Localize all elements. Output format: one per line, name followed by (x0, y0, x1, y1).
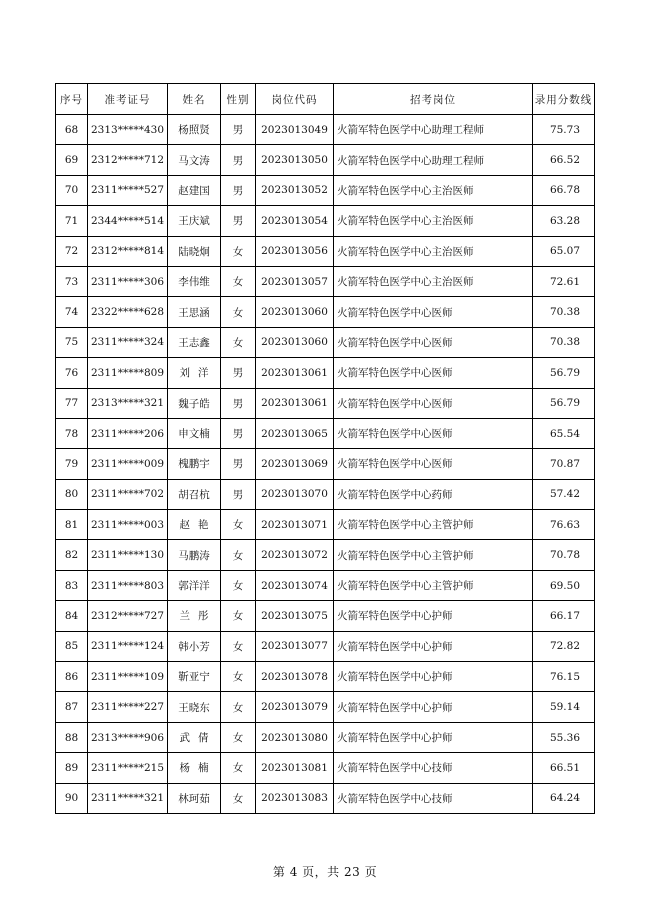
results-table-container (55, 83, 594, 814)
results-table (55, 83, 595, 814)
cell-post-code: 2023013056 (256, 236, 334, 266)
table-row (56, 783, 595, 813)
cell-exam-no: 2311*****809 (88, 358, 168, 388)
header-post: 招考岗位 (334, 84, 533, 115)
cell-exam-no: 2312*****727 (88, 601, 168, 631)
cell-post: 火箭军特色医学中心医师 (334, 327, 533, 357)
cell-seq: 84 (56, 601, 88, 631)
cell-post-code: 2023013050 (256, 145, 334, 175)
cell-name: 槐鹏宇 (168, 449, 221, 479)
cell-name: 王晓东 (168, 692, 221, 722)
cell-gender: 男 (221, 358, 256, 388)
cell-name: 马鹏涛 (168, 540, 221, 570)
cell-exam-no: 2311*****009 (88, 449, 168, 479)
cell-post-code: 2023013083 (256, 783, 334, 813)
cell-score: 69.50 (533, 570, 595, 600)
cell-post: 火箭军特色医学中心技师 (334, 783, 533, 813)
cell-score: 75.73 (533, 115, 595, 145)
cell-post-code: 2023013061 (256, 358, 334, 388)
cell-post: 火箭军特色医学中心护师 (334, 692, 533, 722)
table-row (56, 510, 595, 540)
cell-post: 火箭军特色医学中心主管护师 (334, 540, 533, 570)
table-row (56, 266, 595, 296)
cell-post: 火箭军特色医学中心护师 (334, 601, 533, 631)
cell-gender: 女 (221, 510, 256, 540)
header-name: 姓名 (168, 84, 221, 115)
cell-exam-no: 2311*****702 (88, 479, 168, 509)
cell-score: 56.79 (533, 388, 595, 418)
cell-gender: 女 (221, 631, 256, 661)
cell-score: 66.78 (533, 175, 595, 205)
cell-name: 杨楠 (168, 753, 221, 783)
cell-post: 火箭军特色医学中心医师 (334, 297, 533, 327)
cell-seq: 88 (56, 722, 88, 752)
cell-seq: 81 (56, 510, 88, 540)
cell-post: 火箭军特色医学中心主管护师 (334, 510, 533, 540)
cell-name: 武倩 (168, 722, 221, 752)
cell-name: 赵艳 (168, 510, 221, 540)
cell-score: 65.54 (533, 418, 595, 448)
cell-post-code: 2023013079 (256, 692, 334, 722)
cell-post-code: 2023013080 (256, 722, 334, 752)
cell-post: 火箭军特色医学中心药师 (334, 479, 533, 509)
cell-post-code: 2023013070 (256, 479, 334, 509)
cell-post-code: 2023013052 (256, 175, 334, 205)
cell-score: 66.52 (533, 145, 595, 175)
cell-post: 火箭军特色医学中心主治医师 (334, 236, 533, 266)
cell-score: 70.78 (533, 540, 595, 570)
cell-gender: 男 (221, 418, 256, 448)
cell-score: 70.87 (533, 449, 595, 479)
cell-gender: 男 (221, 145, 256, 175)
cell-seq: 68 (56, 115, 88, 145)
cell-post-code: 2023013077 (256, 631, 334, 661)
cell-exam-no: 2311*****227 (88, 692, 168, 722)
table-row (56, 601, 595, 631)
cell-post: 火箭军特色医学中心助理工程师 (334, 115, 533, 145)
cell-post-code: 2023013057 (256, 266, 334, 296)
cell-score: 56.79 (533, 358, 595, 388)
cell-seq: 86 (56, 662, 88, 692)
table-row (56, 297, 595, 327)
header-seq: 序号 (56, 84, 88, 115)
cell-exam-no: 2311*****109 (88, 662, 168, 692)
table-row (56, 753, 595, 783)
cell-post-code: 2023013072 (256, 540, 334, 570)
cell-score: 72.61 (533, 266, 595, 296)
cell-post: 火箭军特色医学中心主治医师 (334, 175, 533, 205)
table-row (56, 236, 595, 266)
cell-exam-no: 2311*****003 (88, 510, 168, 540)
cell-seq: 83 (56, 570, 88, 600)
cell-post-code: 2023013065 (256, 418, 334, 448)
cell-gender: 女 (221, 540, 256, 570)
cell-name: 陆晓炯 (168, 236, 221, 266)
cell-seq: 80 (56, 479, 88, 509)
table-row (56, 206, 595, 236)
cell-seq: 75 (56, 327, 88, 357)
cell-exam-no: 2311*****321 (88, 783, 168, 813)
cell-seq: 77 (56, 388, 88, 418)
cell-seq: 69 (56, 145, 88, 175)
table-row (56, 418, 595, 448)
cell-seq: 78 (56, 418, 88, 448)
cell-score: 63.28 (533, 206, 595, 236)
cell-seq: 90 (56, 783, 88, 813)
cell-post-code: 2023013074 (256, 570, 334, 600)
cell-gender: 女 (221, 327, 256, 357)
cell-score: 70.38 (533, 327, 595, 357)
cell-post: 火箭军特色医学中心护师 (334, 662, 533, 692)
table-row (56, 449, 595, 479)
cell-name: 魏子皓 (168, 388, 221, 418)
cell-name: 王庆斌 (168, 206, 221, 236)
cell-post: 火箭军特色医学中心主管护师 (334, 570, 533, 600)
cell-score: 70.38 (533, 297, 595, 327)
cell-name: 赵建国 (168, 175, 221, 205)
cell-exam-no: 2344*****514 (88, 206, 168, 236)
table-row (56, 692, 595, 722)
table-row (56, 662, 595, 692)
cell-post-code: 2023013049 (256, 115, 334, 145)
table-row (56, 145, 595, 175)
cell-gender: 女 (221, 662, 256, 692)
cell-exam-no: 2313*****430 (88, 115, 168, 145)
cell-name: 马文涛 (168, 145, 221, 175)
cell-score: 76.63 (533, 510, 595, 540)
cell-exam-no: 2312*****814 (88, 236, 168, 266)
cell-name: 刘洋 (168, 358, 221, 388)
cell-name: 杨照贤 (168, 115, 221, 145)
cell-seq: 85 (56, 631, 88, 661)
cell-score: 55.36 (533, 722, 595, 752)
cell-score: 66.17 (533, 601, 595, 631)
cell-exam-no: 2312*****712 (88, 145, 168, 175)
cell-name: 林珂茹 (168, 783, 221, 813)
cell-seq: 87 (56, 692, 88, 722)
cell-exam-no: 2311*****215 (88, 753, 168, 783)
cell-post-code: 2023013069 (256, 449, 334, 479)
cell-post: 火箭军特色医学中心医师 (334, 388, 533, 418)
cell-exam-no: 2311*****527 (88, 175, 168, 205)
cell-name: 王思涵 (168, 297, 221, 327)
cell-name: 胡召杭 (168, 479, 221, 509)
cell-exam-no: 2313*****906 (88, 722, 168, 752)
cell-exam-no: 2311*****306 (88, 266, 168, 296)
cell-exam-no: 2311*****124 (88, 631, 168, 661)
cell-exam-no: 2311*****803 (88, 570, 168, 600)
cell-score: 57.42 (533, 479, 595, 509)
cell-score: 64.24 (533, 783, 595, 813)
cell-post: 火箭军特色医学中心主治医师 (334, 266, 533, 296)
cell-gender: 女 (221, 297, 256, 327)
cell-gender: 女 (221, 236, 256, 266)
table-header (56, 84, 595, 115)
cell-name: 王志鑫 (168, 327, 221, 357)
cell-post: 火箭军特色医学中心技师 (334, 753, 533, 783)
cell-score: 59.14 (533, 692, 595, 722)
table-row (56, 358, 595, 388)
cell-gender: 男 (221, 206, 256, 236)
cell-seq: 82 (56, 540, 88, 570)
cell-seq: 79 (56, 449, 88, 479)
cell-post: 火箭军特色医学中心护师 (334, 631, 533, 661)
cell-post-code: 2023013075 (256, 601, 334, 631)
cell-post-code: 2023013061 (256, 388, 334, 418)
cell-gender: 男 (221, 115, 256, 145)
cell-score: 65.07 (533, 236, 595, 266)
table-row (56, 722, 595, 752)
cell-gender: 女 (221, 692, 256, 722)
table-row (56, 631, 595, 661)
cell-seq: 73 (56, 266, 88, 296)
cell-score: 76.15 (533, 662, 595, 692)
cell-post-code: 2023013060 (256, 327, 334, 357)
cell-gender: 女 (221, 570, 256, 600)
cell-gender: 男 (221, 175, 256, 205)
cell-post-code: 2023013078 (256, 662, 334, 692)
cell-gender: 女 (221, 753, 256, 783)
cell-name: 兰彤 (168, 601, 221, 631)
cell-gender: 女 (221, 601, 256, 631)
cell-seq: 72 (56, 236, 88, 266)
cell-gender: 男 (221, 479, 256, 509)
cell-seq: 71 (56, 206, 88, 236)
cell-name: 靳亚宁 (168, 662, 221, 692)
cell-seq: 74 (56, 297, 88, 327)
cell-score: 66.51 (533, 753, 595, 783)
cell-seq: 76 (56, 358, 88, 388)
cell-name: 韩小芳 (168, 631, 221, 661)
cell-gender: 男 (221, 449, 256, 479)
cell-score: 72.82 (533, 631, 595, 661)
cell-exam-no: 2311*****206 (88, 418, 168, 448)
header-post-code: 岗位代码 (256, 84, 334, 115)
cell-exam-no: 2322*****628 (88, 297, 168, 327)
cell-post: 火箭军特色医学中心助理工程师 (334, 145, 533, 175)
table-row (56, 327, 595, 357)
header-score: 录用分数线 (533, 84, 595, 115)
header-exam-no: 准考证号 (88, 84, 168, 115)
cell-gender: 男 (221, 388, 256, 418)
table-row (56, 479, 595, 509)
cell-exam-no: 2311*****324 (88, 327, 168, 357)
cell-post-code: 2023013060 (256, 297, 334, 327)
table-row (56, 115, 595, 145)
cell-post-code: 2023013081 (256, 753, 334, 783)
table-row (56, 388, 595, 418)
table-row (56, 570, 595, 600)
header-row (56, 84, 595, 115)
cell-post-code: 2023013054 (256, 206, 334, 236)
cell-seq: 70 (56, 175, 88, 205)
header-gender: 性别 (221, 84, 256, 115)
cell-post: 火箭军特色医学中心医师 (334, 418, 533, 448)
cell-gender: 女 (221, 722, 256, 752)
table-body (56, 115, 595, 814)
cell-gender: 女 (221, 266, 256, 296)
cell-name: 郭洋洋 (168, 570, 221, 600)
cell-post: 火箭军特色医学中心护师 (334, 722, 533, 752)
cell-gender: 女 (221, 783, 256, 813)
cell-post: 火箭军特色医学中心医师 (334, 358, 533, 388)
cell-exam-no: 2313*****321 (88, 388, 168, 418)
table-row (56, 175, 595, 205)
cell-post: 火箭军特色医学中心主治医师 (334, 206, 533, 236)
cell-post: 火箭军特色医学中心医师 (334, 449, 533, 479)
cell-post-code: 2023013071 (256, 510, 334, 540)
table-row (56, 540, 595, 570)
cell-exam-no: 2311*****130 (88, 540, 168, 570)
cell-seq: 89 (56, 753, 88, 783)
page-number: 第 4 页，共 23 页 (272, 865, 378, 879)
cell-name: 李伟维 (168, 266, 221, 296)
cell-name: 申文楠 (168, 418, 221, 448)
